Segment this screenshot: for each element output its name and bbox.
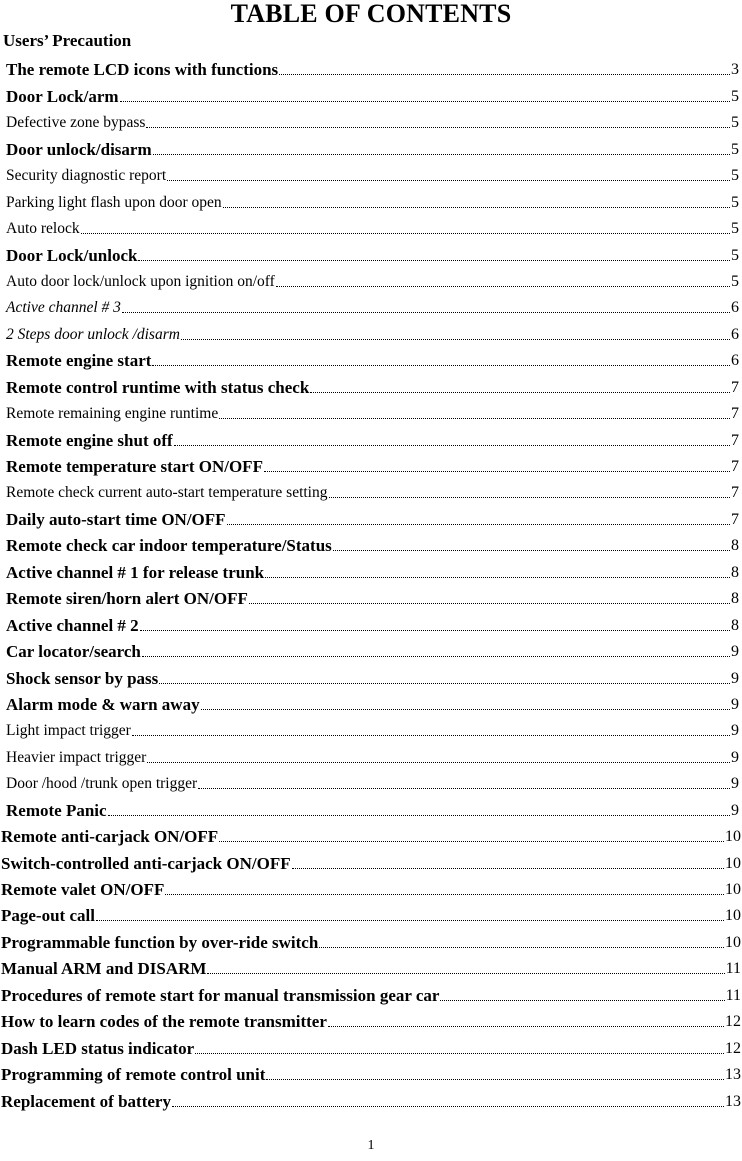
toc-entry[interactable] <box>0 821 742 847</box>
toc-entry-page: 9 <box>731 801 739 819</box>
toc-entry-page: 8 <box>731 616 739 634</box>
toc-entry-label: Door Lock/arm <box>6 86 119 106</box>
toc-entry-page: 5 <box>731 193 739 211</box>
dot-leader <box>172 1106 724 1107</box>
toc-entry-page: 5 <box>731 167 739 185</box>
toc-entry-label: Auto relock <box>6 220 80 238</box>
toc-entry-label: Remote anti-carjack ON/OFF <box>1 827 219 847</box>
toc-entry-page: 12 <box>725 1013 741 1031</box>
toc-entry-page: 7 <box>731 484 739 502</box>
dot-leader <box>329 497 731 498</box>
toc-entry[interactable] <box>0 847 742 873</box>
toc-entry-label: Shock sensor by pass <box>6 668 159 688</box>
toc-entry-label: Remote check car indoor temperature/Status <box>6 536 332 556</box>
toc-entry-label: Remote control runtime with status check <box>6 377 310 397</box>
toc-entry-page: 5 <box>731 140 739 158</box>
toc-entry[interactable] <box>0 1006 742 1032</box>
toc-entry[interactable] <box>0 186 742 212</box>
dot-leader <box>319 947 724 948</box>
toc-entry[interactable] <box>0 689 742 715</box>
toc-entry-page: 5 <box>731 246 739 264</box>
toc-entry[interactable] <box>0 292 742 318</box>
toc-entry[interactable] <box>0 398 742 424</box>
toc-entry-label: Programming of remote control unit <box>1 1065 266 1085</box>
toc-entry-page: 13 <box>725 1066 741 1084</box>
toc-entry-page: 7 <box>731 458 739 475</box>
toc-entry-page: 5 <box>731 114 739 132</box>
dot-leader <box>153 154 730 155</box>
toc-entry[interactable] <box>0 477 742 503</box>
toc-entry[interactable] <box>0 266 742 292</box>
toc-entry-page: 10 <box>725 881 741 898</box>
toc-entry-label: Active channel # 3 <box>6 299 121 317</box>
dot-leader <box>328 1026 724 1027</box>
toc-entry-label: Door Lock/unlock <box>6 245 138 265</box>
dot-leader <box>219 841 724 842</box>
toc-entry[interactable] <box>0 80 742 106</box>
toc-entry-page: 9 <box>731 695 739 713</box>
dot-leader <box>265 577 730 578</box>
toc-entry-label: Car locator/search <box>6 642 141 662</box>
toc-entry-label: Auto door lock/unlock upon ignition on/off <box>6 272 275 290</box>
toc-entry[interactable] <box>0 794 742 820</box>
toc-entry-label: Remote check current auto-start temperature setting <box>6 484 328 502</box>
toc-entry-label: Dash LED status indicator <box>1 1038 195 1058</box>
toc-entry-page: 7 <box>731 378 739 396</box>
dot-leader <box>167 180 730 181</box>
toc-entry-label: Parking light flash upon door open <box>6 193 222 211</box>
toc-entry-label: Remote siren/horn alert ON/OFF <box>6 589 248 609</box>
toc-entry-page: 6 <box>731 352 739 370</box>
toc-entry-label: Page-out call <box>1 906 95 926</box>
toc-entry-page: 11 <box>725 986 741 1004</box>
toc-entry-page: 8 <box>731 590 739 608</box>
toc-entry-page: 8 <box>731 537 739 555</box>
toc-entry[interactable] <box>0 715 742 741</box>
toc-entry-label: Defective zone bypass <box>6 114 146 132</box>
toc-entry-label: Programmable function by over-ride switch <box>1 932 319 952</box>
toc-entry[interactable] <box>0 926 742 952</box>
toc-entry-page: 10 <box>725 854 741 872</box>
dot-leader <box>227 524 730 525</box>
dot-leader <box>181 339 730 340</box>
toc-entry-label: Manual ARM and DISARM <box>1 959 207 979</box>
toc-entry-page: 3 <box>731 61 739 79</box>
toc-entry-label: The remote LCD icons with functions <box>6 60 279 80</box>
toc-entry[interactable] <box>0 451 742 477</box>
toc-entry[interactable] <box>0 239 742 265</box>
toc-entry-page: 9 <box>731 669 739 687</box>
toc-entry-label: Door /hood /trunk open trigger <box>6 775 198 793</box>
dot-leader <box>223 207 730 208</box>
toc-entry[interactable] <box>0 662 742 688</box>
toc-entry-page: 6 <box>731 299 739 317</box>
dot-leader <box>142 656 730 657</box>
toc-entry[interactable] <box>0 556 742 582</box>
toc-entry[interactable] <box>0 741 742 767</box>
dot-leader <box>207 973 724 974</box>
dot-leader <box>159 683 730 684</box>
toc-entry-label: Remote Panic <box>6 800 107 820</box>
dot-leader <box>120 101 730 102</box>
toc-entry-label: Daily auto-start time ON/OFF <box>6 509 226 529</box>
toc-entry[interactable] <box>0 54 742 80</box>
toc-entry-page: 9 <box>731 643 739 661</box>
toc-entry[interactable] <box>0 345 742 371</box>
dot-leader <box>174 445 730 446</box>
toc-entry[interactable] <box>0 609 742 635</box>
dot-leader <box>219 418 730 419</box>
toc-entry-page: 9 <box>731 775 739 793</box>
toc-entry-label: Security diagnostic report <box>6 167 167 185</box>
toc-entry[interactable] <box>0 583 742 609</box>
toc-entry-label: Remote temperature start ON/OFF <box>6 457 263 476</box>
section-heading: Users’ Precaution <box>3 31 132 50</box>
toc-entry-label: Active channel # 2 <box>6 615 139 635</box>
toc-entry[interactable] <box>0 318 742 344</box>
toc-entry-page: 7 <box>731 405 739 423</box>
dot-leader <box>138 260 730 261</box>
toc-entry[interactable] <box>0 503 742 529</box>
document-title: TABLE OF CONTENTS <box>230 0 512 28</box>
dot-leader <box>146 127 730 128</box>
dot-leader <box>132 735 730 736</box>
dot-leader <box>140 630 730 631</box>
toc-entry-page: 9 <box>731 748 739 766</box>
dot-leader <box>266 1079 724 1080</box>
toc-entry-label: Alarm mode & warn away <box>6 694 200 714</box>
dot-leader <box>147 762 730 763</box>
dot-leader <box>195 1053 724 1054</box>
toc-entry[interactable] <box>0 900 742 926</box>
toc-entry-page: 5 <box>731 220 739 238</box>
toc-entry[interactable] <box>0 213 742 239</box>
toc-entry[interactable] <box>0 530 742 556</box>
toc-entry-label: Remote engine start <box>6 351 152 371</box>
toc-entry-page: 7 <box>731 510 739 528</box>
toc-entry-page: 10 <box>725 828 741 846</box>
toc-entry-page: 8 <box>731 563 739 581</box>
toc-entry-label: Switch-controlled anti-carjack ON/OFF <box>1 853 291 873</box>
toc-entry-page: 13 <box>725 1092 741 1110</box>
dot-leader <box>333 550 730 551</box>
toc-entry-label: Remote valet ON/OFF <box>1 880 165 899</box>
toc-entry[interactable] <box>0 424 742 450</box>
toc-entry-page: 10 <box>725 907 741 925</box>
toc-entry-label: 2 Steps door unlock /disarm <box>6 325 180 343</box>
toc-entry-label: Heavier impact trigger <box>6 748 147 766</box>
dot-leader <box>81 233 730 234</box>
toc-entry[interactable] <box>0 1032 742 1058</box>
toc-entry[interactable] <box>0 133 742 159</box>
toc-entry[interactable] <box>0 107 742 133</box>
toc-entry-page: 6 <box>731 325 739 343</box>
toc-entry[interactable] <box>0 979 742 1005</box>
page-number: 1 <box>367 1138 375 1153</box>
toc-entry-label: Door unlock/disarm <box>6 139 152 159</box>
table-of-contents <box>0 54 742 1112</box>
dot-leader <box>264 471 730 472</box>
toc-entry[interactable] <box>0 1085 742 1111</box>
toc-entry-page: 5 <box>731 87 739 105</box>
toc-entry-page: 12 <box>725 1039 741 1057</box>
toc-entry[interactable] <box>0 953 742 979</box>
dot-leader <box>310 392 730 393</box>
toc-entry[interactable] <box>0 371 742 397</box>
toc-entry-label: How to learn codes of the remote transmitter <box>1 1012 327 1032</box>
toc-entry-label: Remote engine shut off <box>6 430 173 450</box>
toc-entry[interactable] <box>0 768 742 794</box>
toc-entry-label: Light impact trigger <box>6 722 131 740</box>
toc-entry[interactable] <box>0 636 742 662</box>
dot-leader <box>440 1000 724 1001</box>
toc-entry-page: 7 <box>731 431 739 449</box>
dot-leader <box>276 286 730 287</box>
toc-entry[interactable] <box>0 1059 742 1085</box>
dot-leader <box>198 788 730 789</box>
dot-leader <box>201 709 730 710</box>
toc-entry-page: 5 <box>731 272 739 290</box>
dot-leader <box>96 920 724 921</box>
toc-entry-label: Procedures of remote start for manual transmission gear car <box>1 985 440 1005</box>
toc-entry-label: Replacement of battery <box>1 1091 171 1111</box>
toc-entry[interactable] <box>0 160 742 186</box>
toc-entry[interactable] <box>0 874 742 900</box>
dot-leader <box>249 603 730 604</box>
toc-entry-page: 10 <box>725 933 741 951</box>
toc-entry-page: 11 <box>725 960 741 978</box>
dot-leader <box>152 365 730 366</box>
dot-leader <box>122 312 730 313</box>
dot-leader <box>165 894 724 895</box>
dot-leader <box>292 868 724 869</box>
toc-entry-label: Remote remaining engine runtime <box>6 405 219 423</box>
toc-entry-label: Active channel # 1 for release trunk <box>6 562 265 582</box>
toc-entry-page: 9 <box>731 722 739 740</box>
dot-leader <box>279 74 730 75</box>
dot-leader <box>108 815 730 816</box>
